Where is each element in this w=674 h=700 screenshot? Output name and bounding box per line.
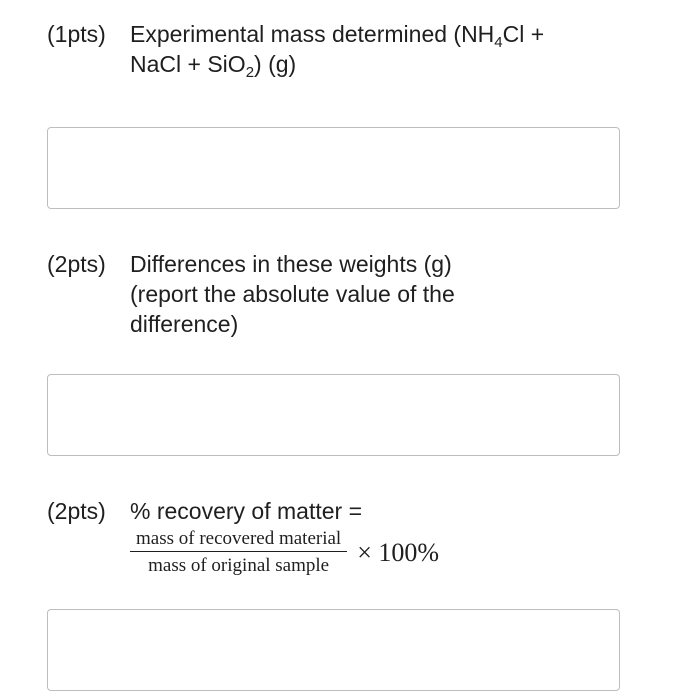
recovery-formula: [130, 528, 550, 577]
question-3-text: [130, 496, 550, 577]
question-3-label: % recovery of matter =: [130, 498, 362, 524]
formula-numerator: mass of recovered material: [130, 528, 347, 552]
formula-multiplier: × 100%: [357, 537, 440, 567]
question-1-points: (1pts): [47, 21, 106, 47]
question-1: [47, 19, 550, 79]
question-3-points: (2pts): [47, 498, 106, 524]
question-2-text: Differences in these weights (g) (report the absolute value of the difference): [130, 251, 455, 337]
question-1-text: Experimental mass determined ($NH_4Cl$ + NaCl + SiO$_2$) (g): [130, 21, 545, 81]
question-2: [47, 249, 505, 339]
question-2-points: (2pts): [47, 251, 106, 277]
answer-input-1[interactable]: [47, 127, 620, 209]
formula-fraction: [130, 528, 347, 577]
formula-denominator: mass of original sample: [148, 555, 330, 576]
answer-input-3[interactable]: [47, 609, 620, 691]
answer-input-2[interactable]: [47, 374, 620, 456]
question-3: [47, 496, 550, 577]
